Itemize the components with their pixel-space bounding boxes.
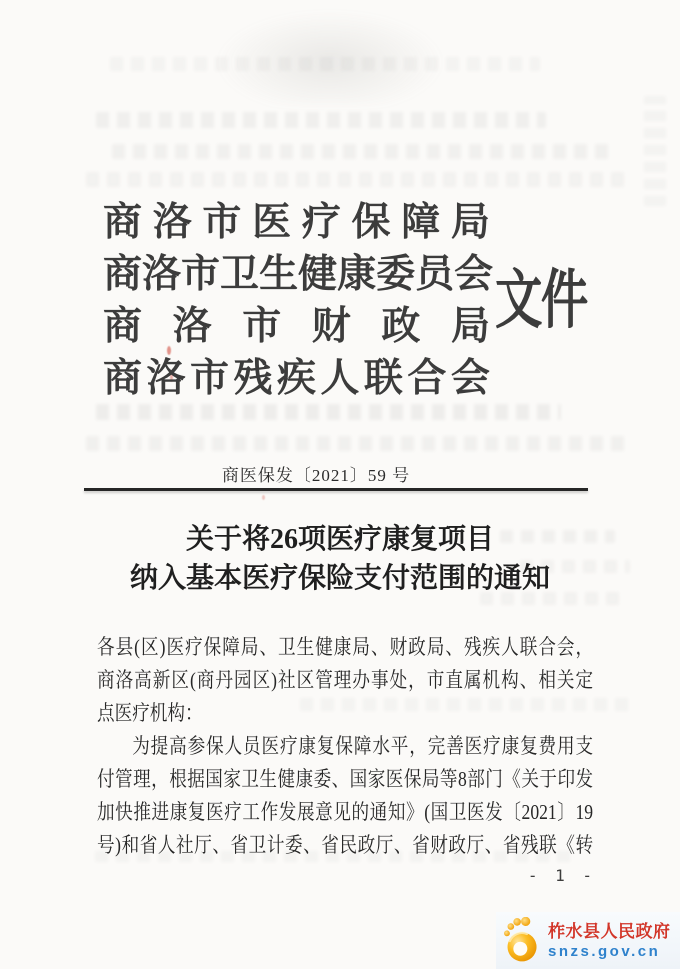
body-line: 点医疗机构：	[97, 701, 203, 725]
bleedthrough-band	[86, 172, 631, 187]
bleedthrough-band	[96, 404, 561, 420]
doc-type-label: 文件	[495, 265, 587, 336]
body-line: 加快推进康复医疗工作发展意见的通知》(国卫医发〔2021〕19	[97, 800, 594, 824]
agency-name-line: 商 洛 市 残 疾 人 联 合 会	[103, 357, 490, 400]
site-watermark	[496, 912, 680, 969]
body-line: 商洛高新区(商丹园区)社区管理办事处，市直属机构、相关定	[97, 668, 594, 692]
agency-name-line: 商 洛 市 卫 生 健 康 委 员 会	[103, 253, 494, 296]
page-number: - 1 -	[527, 866, 596, 885]
scan-artifact	[262, 495, 265, 500]
site-url: snzs.gov.cn	[548, 942, 661, 960]
bleedthrough-band	[110, 57, 540, 71]
body-line: 号)和省人社厅、省卫计委、省民政厅、省财政厅、省残联《转	[97, 833, 594, 857]
doc-title-line1: 关于将26项医疗康复项目	[185, 524, 494, 555]
bleedthrough-band	[96, 112, 546, 128]
doc-title-line2: 纳入基本医疗保险支付范围的通知	[129, 563, 550, 594]
body-line: 各县(区)医疗保障局、卫生健康局、财政局、残疾人联合会，	[97, 635, 594, 659]
bleedthrough-band	[112, 144, 612, 159]
footprint-icon	[502, 917, 540, 965]
letterhead	[103, 193, 494, 401]
site-name: 柞水县人民政府	[548, 921, 671, 941]
doc-body	[97, 631, 593, 862]
agency-name-line: 商 洛 市 医 疗 保 障 局	[103, 201, 490, 244]
agency-name-line: 商 洛 市 财 政 局	[103, 305, 490, 348]
doc-title	[0, 520, 680, 598]
body-line: 付管理，根据国家卫生健康委、国家医保局等8部门《关于印发	[97, 767, 594, 791]
bleedthrough-band	[644, 96, 666, 206]
bleedthrough-band	[86, 436, 631, 451]
header-rule	[84, 488, 588, 491]
body-line: 为提高参保人员医疗康复保障水平，完善医疗康复费用支	[132, 734, 594, 758]
doc-number: 商医保发〔2021〕59 号	[221, 466, 411, 485]
